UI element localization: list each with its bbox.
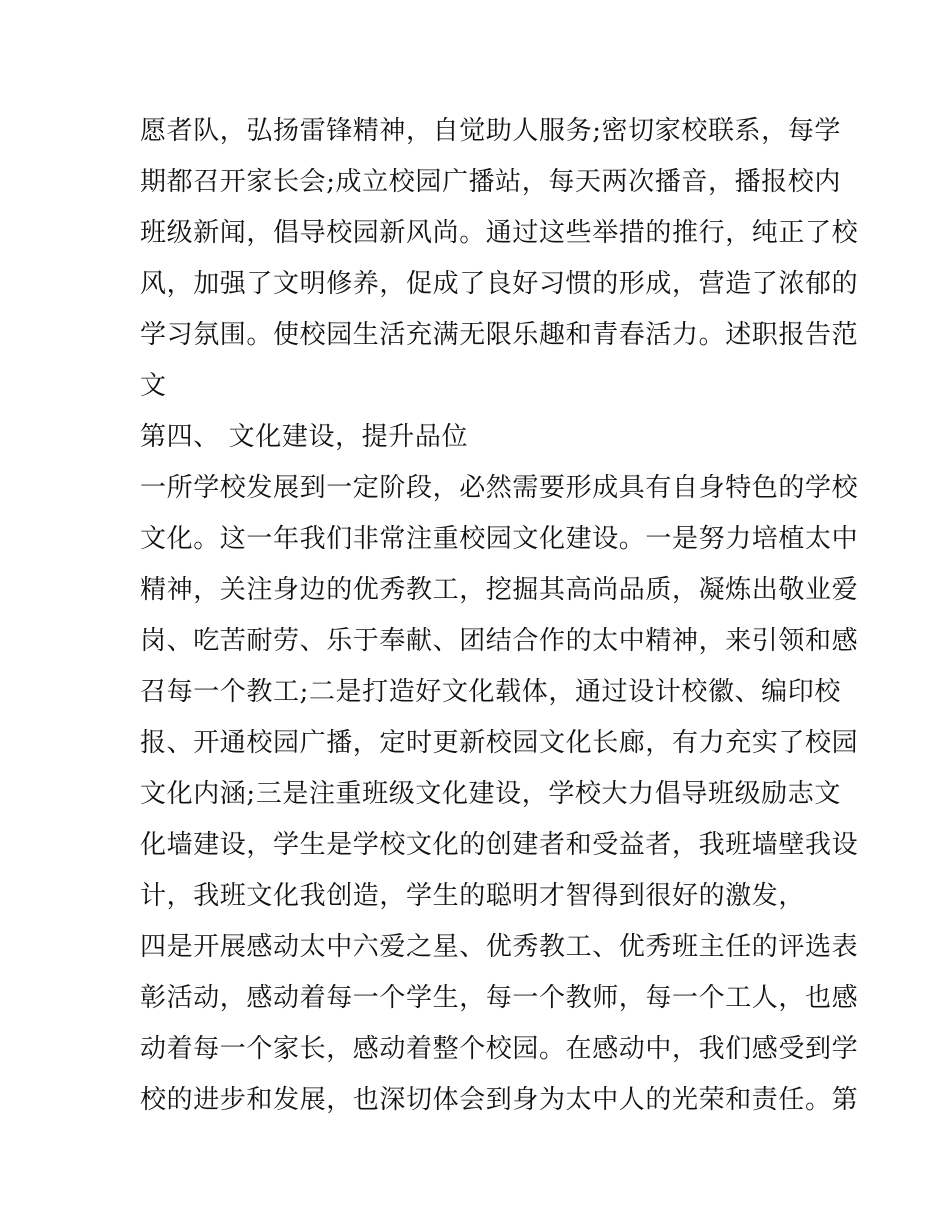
- text-line: 文化内涵;三是注重班级文化建设，学校大力倡导班级励志文: [140, 779, 841, 809]
- text-line: 班级新闻，倡导校园新风尚。通过这些举措的推行，纯正了校: [140, 218, 859, 248]
- text-line: 岗、吃苦耐劳、乐于奉献、团结合作的太中精神，来引领和感: [140, 626, 859, 656]
- text-line: 四是开展感动太中六爱之星、优秀教工、优秀班主任的评选表: [140, 932, 859, 962]
- text-line: 风，加强了文明修养，促成了良好习惯的形成，营造了浓郁的: [140, 269, 859, 299]
- text-line: 精神，关注身边的优秀教工，挖掘其高尚品质，凝炼出敬业爱: [140, 575, 859, 605]
- text-line: 报、开通校园广播，定时更新校园文化长廊，有力充实了校园: [140, 728, 859, 758]
- text-line: 一所学校发展到一定阶段，必然需要形成具有自身特色的学校: [140, 473, 859, 503]
- text-line: 期都召开家长会;成立校园广播站，每天两次播音，播报校内: [140, 167, 841, 197]
- text-line: 召每一个教工;二是打造好文化载体，通过设计校徽、编印校: [140, 677, 841, 707]
- text-line: 学习氛围。使校园生活充满无限乐趣和青春活力。述职报告范: [140, 320, 859, 350]
- text-line: 动着每一个家长，感动着整个校园。在感动中，我们感受到学: [140, 1034, 859, 1064]
- body-text: [140, 106, 859, 1126]
- text-line: 文: [140, 371, 167, 401]
- text-line: 愿者队，弘扬雷锋精神，自觉助人服务;密切家校联系，每学: [140, 116, 841, 146]
- text-line: 文化。这一年我们非常注重校园文化建设。一是努力培植太中: [140, 524, 859, 554]
- text-line: 彰活动，感动着每一个学生，每一个教师，每一个工人，也感: [140, 983, 859, 1013]
- text-line: 校的进步和发展，也深切体会到身为太中人的光荣和责任。第: [140, 1085, 859, 1115]
- section-heading: 第四、 文化建设，提升品位: [140, 422, 469, 452]
- text-line: 化墙建设，学生是学校文化的创建者和受益者，我班墙壁我设: [140, 830, 859, 860]
- text-line: 计，我班文化我创造，学生的聪明才智得到很好的激发，: [140, 881, 806, 911]
